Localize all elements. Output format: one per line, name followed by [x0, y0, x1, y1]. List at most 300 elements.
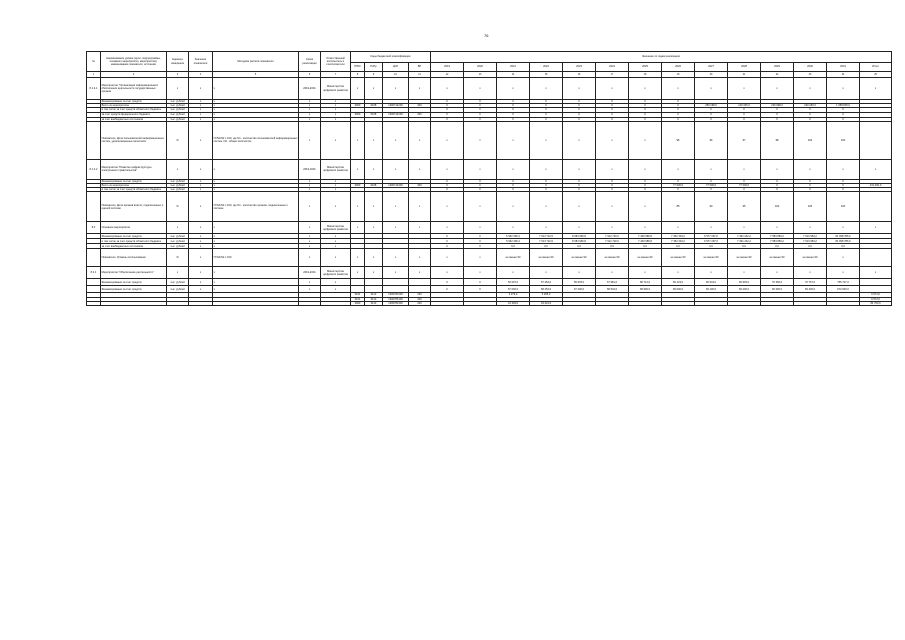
cell-year-value: [860, 121, 892, 159]
cell-year-value: 67 981,0: [596, 279, 629, 286]
cell-year-value: 0: [431, 112, 464, 117]
cell-unit: х: [167, 159, 189, 179]
cell-year-value: 0: [497, 184, 530, 188]
cell-year-value: 0: [629, 184, 662, 188]
cell-name: Мероприятие "Развитие инфраструктуры электронного правительства": [101, 159, 167, 179]
table-row: [87, 279, 892, 286]
cell-year-value: 69 100,0: [695, 286, 728, 293]
cell-year-value: 0: [761, 188, 794, 192]
cell-year-value: 0: [497, 108, 530, 112]
col-name: Наименование уровня (цели, подпрограммы, основного мероприятия, мероприятия), наименование показателя, источники: [101, 52, 167, 72]
cell-year-value: 0: [497, 112, 530, 117]
cell-v: х: [409, 222, 431, 234]
cell-target: х: [189, 104, 213, 108]
cell-year-value: 7 406 986,8: [629, 239, 662, 244]
column-number: 3: [167, 72, 189, 78]
cell-dates: 2019-2031: [299, 267, 321, 279]
cell-v: 200: [409, 184, 431, 188]
column-number: 25: [860, 72, 892, 78]
cell-year-value: 0: [596, 108, 629, 112]
cell-year-value: 5 962 396,4: [497, 234, 530, 239]
cell-year-value: х: [629, 222, 662, 234]
cell-year-value: 43 421,0: [530, 301, 563, 305]
cell-year-value: 0: [695, 179, 728, 183]
cell-unit: тыс. рублей: [167, 286, 189, 293]
cell-year-value: 0: [530, 108, 563, 112]
cell-year-value: 7 352 304,2: [662, 234, 695, 239]
cell-year-value: 0: [728, 112, 761, 117]
cell-v: х: [409, 192, 431, 222]
cell-year-value: 96: [695, 121, 728, 159]
col-year: 2020: [464, 63, 497, 72]
cell-year-value: 0: [827, 112, 860, 117]
cell-name: Финансирование за счет средств: [101, 279, 167, 286]
cell-year-value: х: [860, 267, 892, 279]
col-year: 2025: [629, 63, 662, 72]
col-year: 2030: [794, 63, 827, 72]
cell-dates: 2019-2031: [299, 159, 321, 179]
cell-method: х: [213, 100, 299, 104]
cell-v: 240: [409, 293, 431, 297]
cell-year-value: х: [464, 222, 497, 234]
cell-c: 1300781300: [383, 301, 409, 305]
cell-year-value: 59 978,0: [563, 279, 596, 286]
col-csr: ЦСР: [383, 63, 409, 72]
cell-name: Финансирование за счет средств: [101, 179, 167, 183]
cell-year-value: х: [431, 159, 464, 179]
cell-year-value: 0: [563, 112, 596, 117]
cell-year-value: 0: [827, 117, 860, 121]
cell-year-value: [563, 301, 596, 305]
cell-year-value: 0,0: [563, 244, 596, 249]
cell-year-value: не менее 90: [530, 249, 563, 267]
cell-c: х: [383, 222, 409, 234]
cell-year-value: 98: [761, 121, 794, 159]
cell-year-value: 7 406 986,8: [629, 234, 662, 239]
cell-year-value: х: [662, 222, 695, 234]
cell-name: за счет внебюджетных источников: [101, 117, 167, 121]
cell-g: х: [351, 222, 365, 234]
cell-year-value: х: [662, 267, 695, 279]
cell-year-value: 0: [464, 179, 497, 183]
cell-year-value: 95: [662, 121, 695, 159]
cell-no: [87, 192, 101, 222]
cell-year-value: 0: [464, 117, 497, 121]
cell-year-value: 0: [431, 279, 464, 286]
column-number: 18: [629, 72, 662, 78]
cell-year-value: [596, 301, 629, 305]
cell-target: х: [189, 249, 213, 267]
cell-year-value: х: [497, 192, 530, 222]
cell-year-value: х: [464, 192, 497, 222]
cell-year-value: 41 339,0: [497, 301, 530, 305]
cell-r: х: [365, 121, 383, 159]
cell-year-value: 0: [497, 117, 530, 121]
cell-year-value: 0,0: [530, 244, 563, 249]
cell-r: х: [365, 249, 383, 267]
cell-year-value: х: [530, 267, 563, 279]
col-rzpr: РзПр: [365, 63, 383, 72]
cell-year-value: 6 574,0: [860, 293, 892, 297]
cell-year-value: 52 097,0: [497, 279, 530, 286]
table-row: [87, 192, 892, 222]
cell-year-value: х: [860, 222, 892, 234]
cell-year-value: не менее 90: [497, 249, 530, 267]
table-body: [87, 78, 892, 306]
cell-dates: х: [299, 244, 321, 249]
cell-year-value: х: [728, 222, 761, 234]
cell-exec: х: [321, 244, 351, 249]
cell-year-value: 0: [431, 239, 464, 244]
cell-year-value: х: [464, 159, 497, 179]
cell-year-value: 0: [431, 117, 464, 121]
cell-year-value: 100: [761, 192, 794, 222]
cell-no: [87, 121, 101, 159]
column-number: 9: [365, 72, 383, 78]
cell-target: х: [189, 112, 213, 117]
cell-c: 1300714300: [383, 184, 409, 188]
cell-year-value: 69 200,0: [728, 286, 761, 293]
cell-no: [87, 301, 101, 305]
cell-year-value: х: [497, 159, 530, 179]
cell-year-value: 100: [827, 192, 860, 222]
cell-exec: х: [321, 286, 351, 293]
cell-year-value: 7 352 304,2: [662, 239, 695, 244]
table-row: [87, 249, 892, 267]
cell-year-value: х: [563, 192, 596, 222]
cell-year-value: 0: [431, 234, 464, 239]
cell-c: х: [383, 159, 409, 179]
cell-unit: %: [167, 192, 189, 222]
cell-year-value: 7 912 720,6: [596, 234, 629, 239]
column-number: 20: [695, 72, 728, 78]
cell-year-value: [860, 192, 892, 222]
cell-target: х: [189, 279, 213, 286]
cell-g: 3161: [351, 297, 365, 301]
cell-year-value: х: [563, 222, 596, 234]
cell-year-value: 97: [728, 121, 761, 159]
cell-year-value: 0,0: [794, 244, 827, 249]
cell-year-value: 0: [464, 279, 497, 286]
column-number: 12: [431, 72, 464, 78]
cell-year-value: х: [860, 78, 892, 100]
cell-year-value: х: [431, 222, 464, 234]
col-year: 2021: [497, 63, 530, 72]
cell-method: х: [213, 267, 299, 279]
cell-year-value: х: [464, 267, 497, 279]
cell-g: 3000: [351, 301, 365, 305]
cell-year-value: х: [629, 159, 662, 179]
cell-target: х: [189, 267, 213, 279]
cell-year-value: 0: [497, 179, 530, 183]
cell-method: П=N1/N2 x 100, где N1 - количество пользователей информационных систем, N2 - общее количество: [213, 121, 299, 159]
cell-exec: Министерство цифрового развития: [321, 159, 351, 179]
cell-year-value: 0: [563, 179, 596, 183]
cell-name: за счет внебюджетных источников: [101, 244, 167, 249]
cell-year-value: х: [596, 121, 629, 159]
cell-dates: х: [299, 239, 321, 244]
cell-year-value: х: [431, 78, 464, 100]
col-year: 2028: [728, 63, 761, 72]
col-year: 2023: [563, 63, 596, 72]
cell-year-value: х: [431, 192, 464, 222]
column-number: 16: [563, 72, 596, 78]
cell-year-value: х: [563, 121, 596, 159]
cell-year-value: 0: [827, 184, 860, 188]
cell-year-value: х: [728, 159, 761, 179]
cell-method: х: [213, 244, 299, 249]
cell-year-value: 0,0: [728, 244, 761, 249]
cell-year-value: [629, 301, 662, 305]
cell-year-value: 0: [827, 179, 860, 183]
cell-year-value: 0,0: [761, 244, 794, 249]
cell-year-value: х: [530, 78, 563, 100]
cell-year-value: х: [794, 78, 827, 100]
cell-v: х: [409, 249, 431, 267]
cell-year-value: [860, 286, 892, 293]
cell-year-value: [761, 301, 794, 305]
column-number: 2: [101, 72, 167, 78]
cell-name: Финансирование за счет средств: [101, 100, 167, 104]
cell-year-value: 219 325,0: [728, 104, 761, 108]
cell-exec: Министерство цифрового развития: [321, 267, 351, 279]
column-number: 22: [761, 72, 794, 78]
cell-exec: х: [321, 100, 351, 104]
cell-v: х: [409, 78, 431, 100]
col-year: 2031: [827, 63, 860, 72]
cell-name: Основное мероприятие: [101, 222, 167, 234]
cell-unit: тыс. рублей: [167, 112, 189, 117]
cell-year-value: 0: [596, 112, 629, 117]
cell-g: х: [351, 78, 365, 100]
cell-dates: х: [299, 104, 321, 108]
cell-year-value: х: [860, 159, 892, 179]
cell-year-value: 0: [794, 188, 827, 192]
cell-year-value: х: [596, 222, 629, 234]
cell-dates: х: [299, 279, 321, 286]
cell-year-value: 85: [662, 192, 695, 222]
cell-method: х: [213, 188, 299, 192]
col-year: 2029: [761, 63, 794, 72]
column-number: 1: [87, 72, 101, 78]
cell-exec: х: [321, 112, 351, 117]
cell-year-value: 0: [662, 188, 695, 192]
cell-year-value: [464, 301, 497, 305]
cell-year-value: 100: [827, 121, 860, 159]
cell-year-value: х: [431, 267, 464, 279]
cell-c: х: [383, 249, 409, 267]
column-number: 17: [596, 72, 629, 78]
cell-year-value: 0: [629, 100, 662, 104]
cell-year-value: 0: [596, 100, 629, 104]
cell-year-value: [728, 301, 761, 305]
cell-year-value: 0: [530, 112, 563, 117]
cell-exec: х: [321, 192, 351, 222]
cell-year-value: х: [563, 267, 596, 279]
column-number: 13: [464, 72, 497, 78]
cell-name: Мероприятие "Организация информационного обеспечения деятельности государственных органов: [101, 78, 167, 100]
cell-year-value: 0: [761, 117, 794, 121]
cell-method: х: [213, 184, 299, 188]
cell-no: 8.1.4.1: [87, 78, 101, 100]
cell-c: [383, 286, 409, 293]
cell-year-value: 0: [530, 117, 563, 121]
cell-year-value: не менее 90: [563, 249, 596, 267]
cell-exec: х: [321, 249, 351, 267]
cell-method: х: [213, 286, 299, 293]
cell-year-value: 0: [662, 112, 695, 117]
cell-year-value: 1 058 806,0: [827, 104, 860, 108]
cell-name: Финансирование за счет средств: [101, 286, 167, 293]
cell-year-value: х: [662, 159, 695, 179]
cell-year-value: х: [563, 78, 596, 100]
cell-year-value: х: [827, 249, 860, 267]
cell-year-value: 0: [530, 188, 563, 192]
cell-g: 3000: [351, 104, 365, 108]
cell-year-value: [794, 301, 827, 305]
cell-year-value: 0: [596, 117, 629, 121]
cell-year-value: х: [497, 267, 530, 279]
column-number: 23: [794, 72, 827, 78]
cell-year-value: х: [827, 159, 860, 179]
cell-year-value: 250 198,0: [695, 104, 728, 108]
column-number: 8: [351, 72, 365, 78]
cell-year-value: 0: [431, 104, 464, 108]
cell-year-value: 0: [563, 100, 596, 104]
cell-year-value: 0: [794, 117, 827, 121]
cell-dates: х: [299, 117, 321, 121]
cell-year-value: 0: [761, 108, 794, 112]
column-number: 24: [827, 72, 860, 78]
cell-year-value: 69 534,0: [695, 279, 728, 286]
cell-year-value: не менее 90: [629, 249, 662, 267]
cell-c: 1300714200: [383, 104, 409, 108]
cell-target: х: [189, 286, 213, 293]
cell-year-value: 231 000,0: [860, 184, 892, 188]
cell-exec: х: [321, 234, 351, 239]
cell-year-value: 672 600,0: [827, 286, 860, 293]
cell-target: х: [189, 192, 213, 222]
cell-year-value: х: [662, 78, 695, 100]
cell-year-value: 0: [464, 188, 497, 192]
cell-year-value: х: [596, 78, 629, 100]
cell-year-value: х: [761, 222, 794, 234]
cell-r: 0113: [365, 293, 383, 297]
cell-year-value: х: [530, 121, 563, 159]
cell-year-value: не менее 90: [596, 249, 629, 267]
cell-year-value: 0,0: [596, 244, 629, 249]
table-row: [87, 286, 892, 293]
cell-year-value: 69 123,0: [662, 279, 695, 286]
cell-year-value: 0: [563, 108, 596, 112]
cell-unit: тыс. рублей: [167, 104, 189, 108]
cell-year-value: не менее 90: [728, 249, 761, 267]
cell-year-value: 0: [794, 184, 827, 188]
cell-unit: х: [167, 267, 189, 279]
cell-year-value: 8 084 960,8: [563, 234, 596, 239]
cell-year-value: 0: [431, 286, 464, 293]
cell-c: х: [383, 121, 409, 159]
cell-v: 200: [409, 112, 431, 117]
cell-target: х: [189, 78, 213, 100]
cell-unit: %: [167, 121, 189, 159]
cell-target: х: [189, 121, 213, 159]
cell-year-value: 68 254,0: [530, 286, 563, 293]
cell-year-value: 0: [596, 188, 629, 192]
cell-target: х: [189, 159, 213, 179]
cell-year-value: 0: [662, 108, 695, 112]
cell-year-value: 0: [695, 188, 728, 192]
cell-unit: тыс. рублей: [167, 100, 189, 104]
cell-method: х: [213, 159, 299, 179]
cell-year-value: 0: [464, 244, 497, 249]
cell-unit: [167, 301, 189, 305]
cell-g: х: [351, 267, 365, 279]
cell-unit: тыс. рублей: [167, 188, 189, 192]
cell-year-value: 0: [596, 184, 629, 188]
cell-year-value: 70 356,0: [761, 279, 794, 286]
cell-year-value: 0: [530, 179, 563, 183]
col-vr: ВР: [409, 63, 431, 72]
cell-year-value: 100: [794, 121, 827, 159]
column-number: 15: [530, 72, 563, 78]
cell-year-value: 0: [728, 188, 761, 192]
cell-year-value: 0: [728, 108, 761, 112]
cell-r: х: [365, 192, 383, 222]
cell-exec: х: [321, 108, 351, 112]
cell-method: х: [213, 117, 299, 121]
cell-method: х: [213, 104, 299, 108]
cell-year-value: 0: [827, 188, 860, 192]
cell-year-value: х: [596, 192, 629, 222]
cell-year-value: 0: [464, 234, 497, 239]
cell-year-value: 0: [464, 239, 497, 244]
cell-dates: х: [299, 222, 321, 234]
cell-g: 3000: [351, 184, 365, 188]
cell-year-value: х: [530, 159, 563, 179]
cell-method: [213, 301, 299, 305]
cell-exec: х: [321, 239, 351, 244]
cell-c: х: [383, 192, 409, 222]
cell-year-value: х: [629, 267, 662, 279]
cell-year-value: [695, 301, 728, 305]
cell-r: х: [365, 222, 383, 234]
cell-c: [383, 279, 409, 286]
cell-r: 0108: [365, 112, 383, 117]
cell-c: х: [383, 267, 409, 279]
cell-year-value: х: [827, 78, 860, 100]
cell-year-value: 3 295,0: [530, 293, 563, 297]
cell-r: [365, 286, 383, 293]
cell-year-value: 0: [563, 184, 596, 188]
table-row: [87, 267, 892, 279]
column-number: 10: [383, 72, 409, 78]
cell-name: Мероприятие "Обеспечение деятельности": [101, 267, 167, 279]
cell-year-value: [662, 301, 695, 305]
cell-g: х: [351, 159, 365, 179]
cell-target: х: [189, 117, 213, 121]
cell-year-value: х: [827, 222, 860, 234]
column-number: 7: [321, 72, 351, 78]
cell-year-value: 6 577 297,0: [695, 234, 728, 239]
cell-target: х: [189, 244, 213, 249]
cell-year-value: х: [464, 78, 497, 100]
cell-year-value: х: [794, 222, 827, 234]
cell-year-value: 7 912 720,6: [596, 239, 629, 244]
cell-year-value: не менее 90: [794, 249, 827, 267]
cell-year-value: 0: [596, 104, 629, 108]
cell-method: П=N1/N2 x 100: [213, 249, 299, 267]
